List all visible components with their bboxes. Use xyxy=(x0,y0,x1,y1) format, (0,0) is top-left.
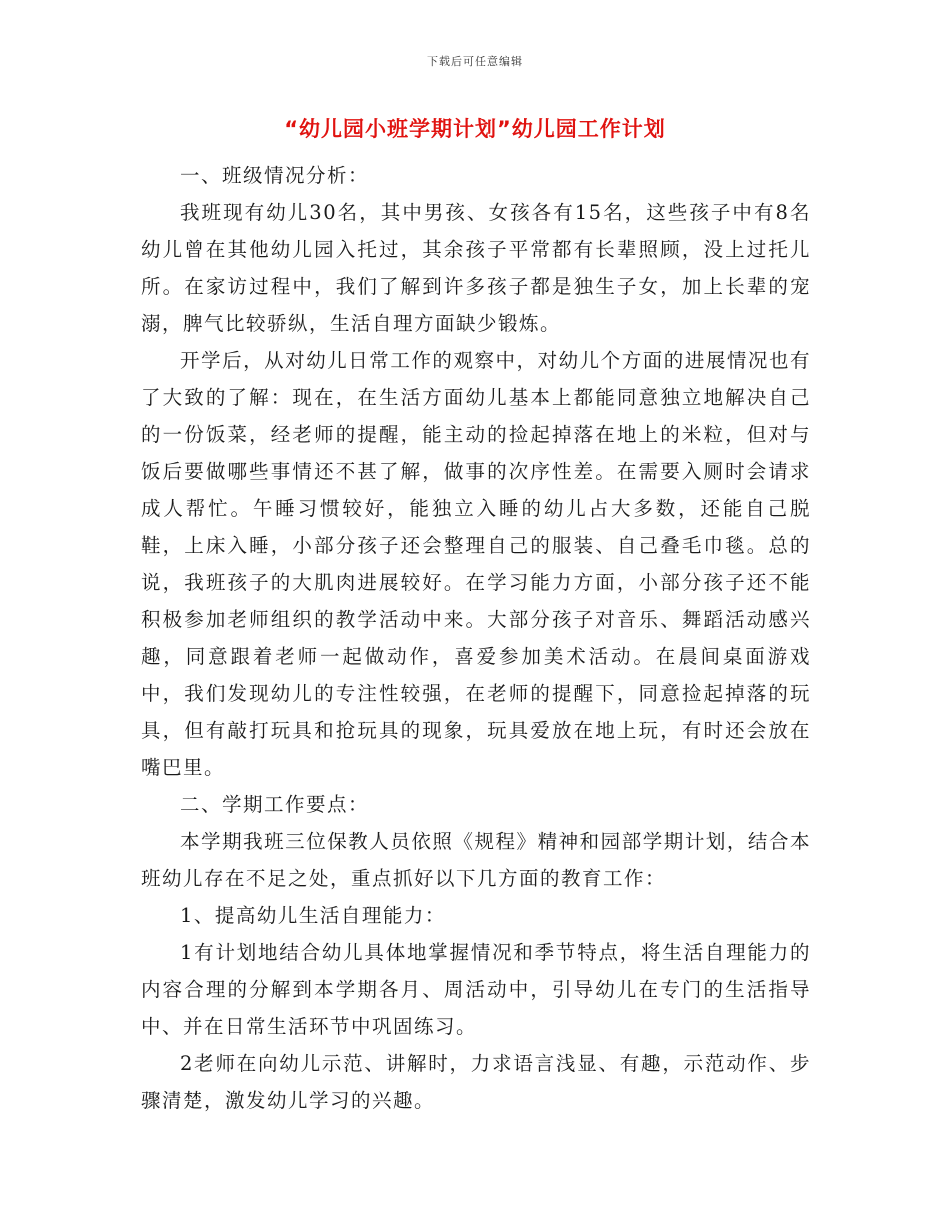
paragraph-item-2: 2老师在向幼儿示范、讲解时，力求语言浅显、有趣，示范动作、步骤清楚，激发幼儿学习的兴趣。 xyxy=(141,1052,811,1112)
subheading-self-care: 1、提高幼儿生活自理能力： xyxy=(180,904,446,927)
document-body xyxy=(141,157,811,1119)
paragraph-plan-intro: 本学期我班三位保教人员依照《规程》精神和园部学期计划，结合本班幼儿存在不足之处，重点抓好以下几方面的教育工作： xyxy=(141,830,811,890)
section-heading-work-points: 二、学期工作要点： xyxy=(180,793,370,816)
document-title: “幼儿园小班学期计划”幼儿园工作计划 xyxy=(284,117,666,141)
paragraph-observation: 开学后，从对幼儿日常工作的观察中，对幼儿个方面的进展情况也有了大致的了解：现在，在生活方面幼儿基本上都能同意独立地解决自己的一份饭菜，经老师的提醒，能主动的捡起掉落在地上的米粒，但对与饭后要做哪些事情还不甚了解，做事的次序性差。在需要入厕时会请求成人帮忙。午睡习惯较好，能独立入睡的幼儿占大多数，还能自己脱鞋，上床入睡，小部分孩子还会整理自己的服装、自己叠毛巾毯。总的说，我班孩子的大肌肉进展较好。在学习能力方面，小部分孩子还不能积极参加老师组织的教学活动中来。大部分孩子对音乐、舞蹈活动感兴趣，同意跟着老师一起做动作，喜爱参加美术活动。在晨间桌面游戏中，我们发现幼儿的专注性较强，在老师的提醒下，同意捡起掉落的玩具，但有敲打玩具和抢玩具的现象，玩具爱放在地上玩，有时还会放在嘴巴里。 xyxy=(141,349,811,779)
header-note: 下载后可任意编辑 xyxy=(427,55,523,68)
paragraph-item-1: 1有计划地结合幼儿具体地掌握情况和季节特点，将生活自理能力的内容合理的分解到本学期各月、周活动中，引导幼儿在专门的生活指导中、并在日常生活环节中巩固练习。 xyxy=(141,941,811,1038)
section-heading-class-analysis: 一、班级情况分析： xyxy=(180,164,370,187)
paragraph-class-overview: 我班现有幼儿30名，其中男孩、女孩各有15名，这些孩子中有8名幼儿曾在其他幼儿园入托过，其余孩子平常都有长辈照顾，没上过托儿所。在家访过程中，我们了解到许多孩子都是独生子女，加上长辈的宠溺，脾气比较骄纵，生活自理方面缺少锻炼。 xyxy=(141,201,811,335)
